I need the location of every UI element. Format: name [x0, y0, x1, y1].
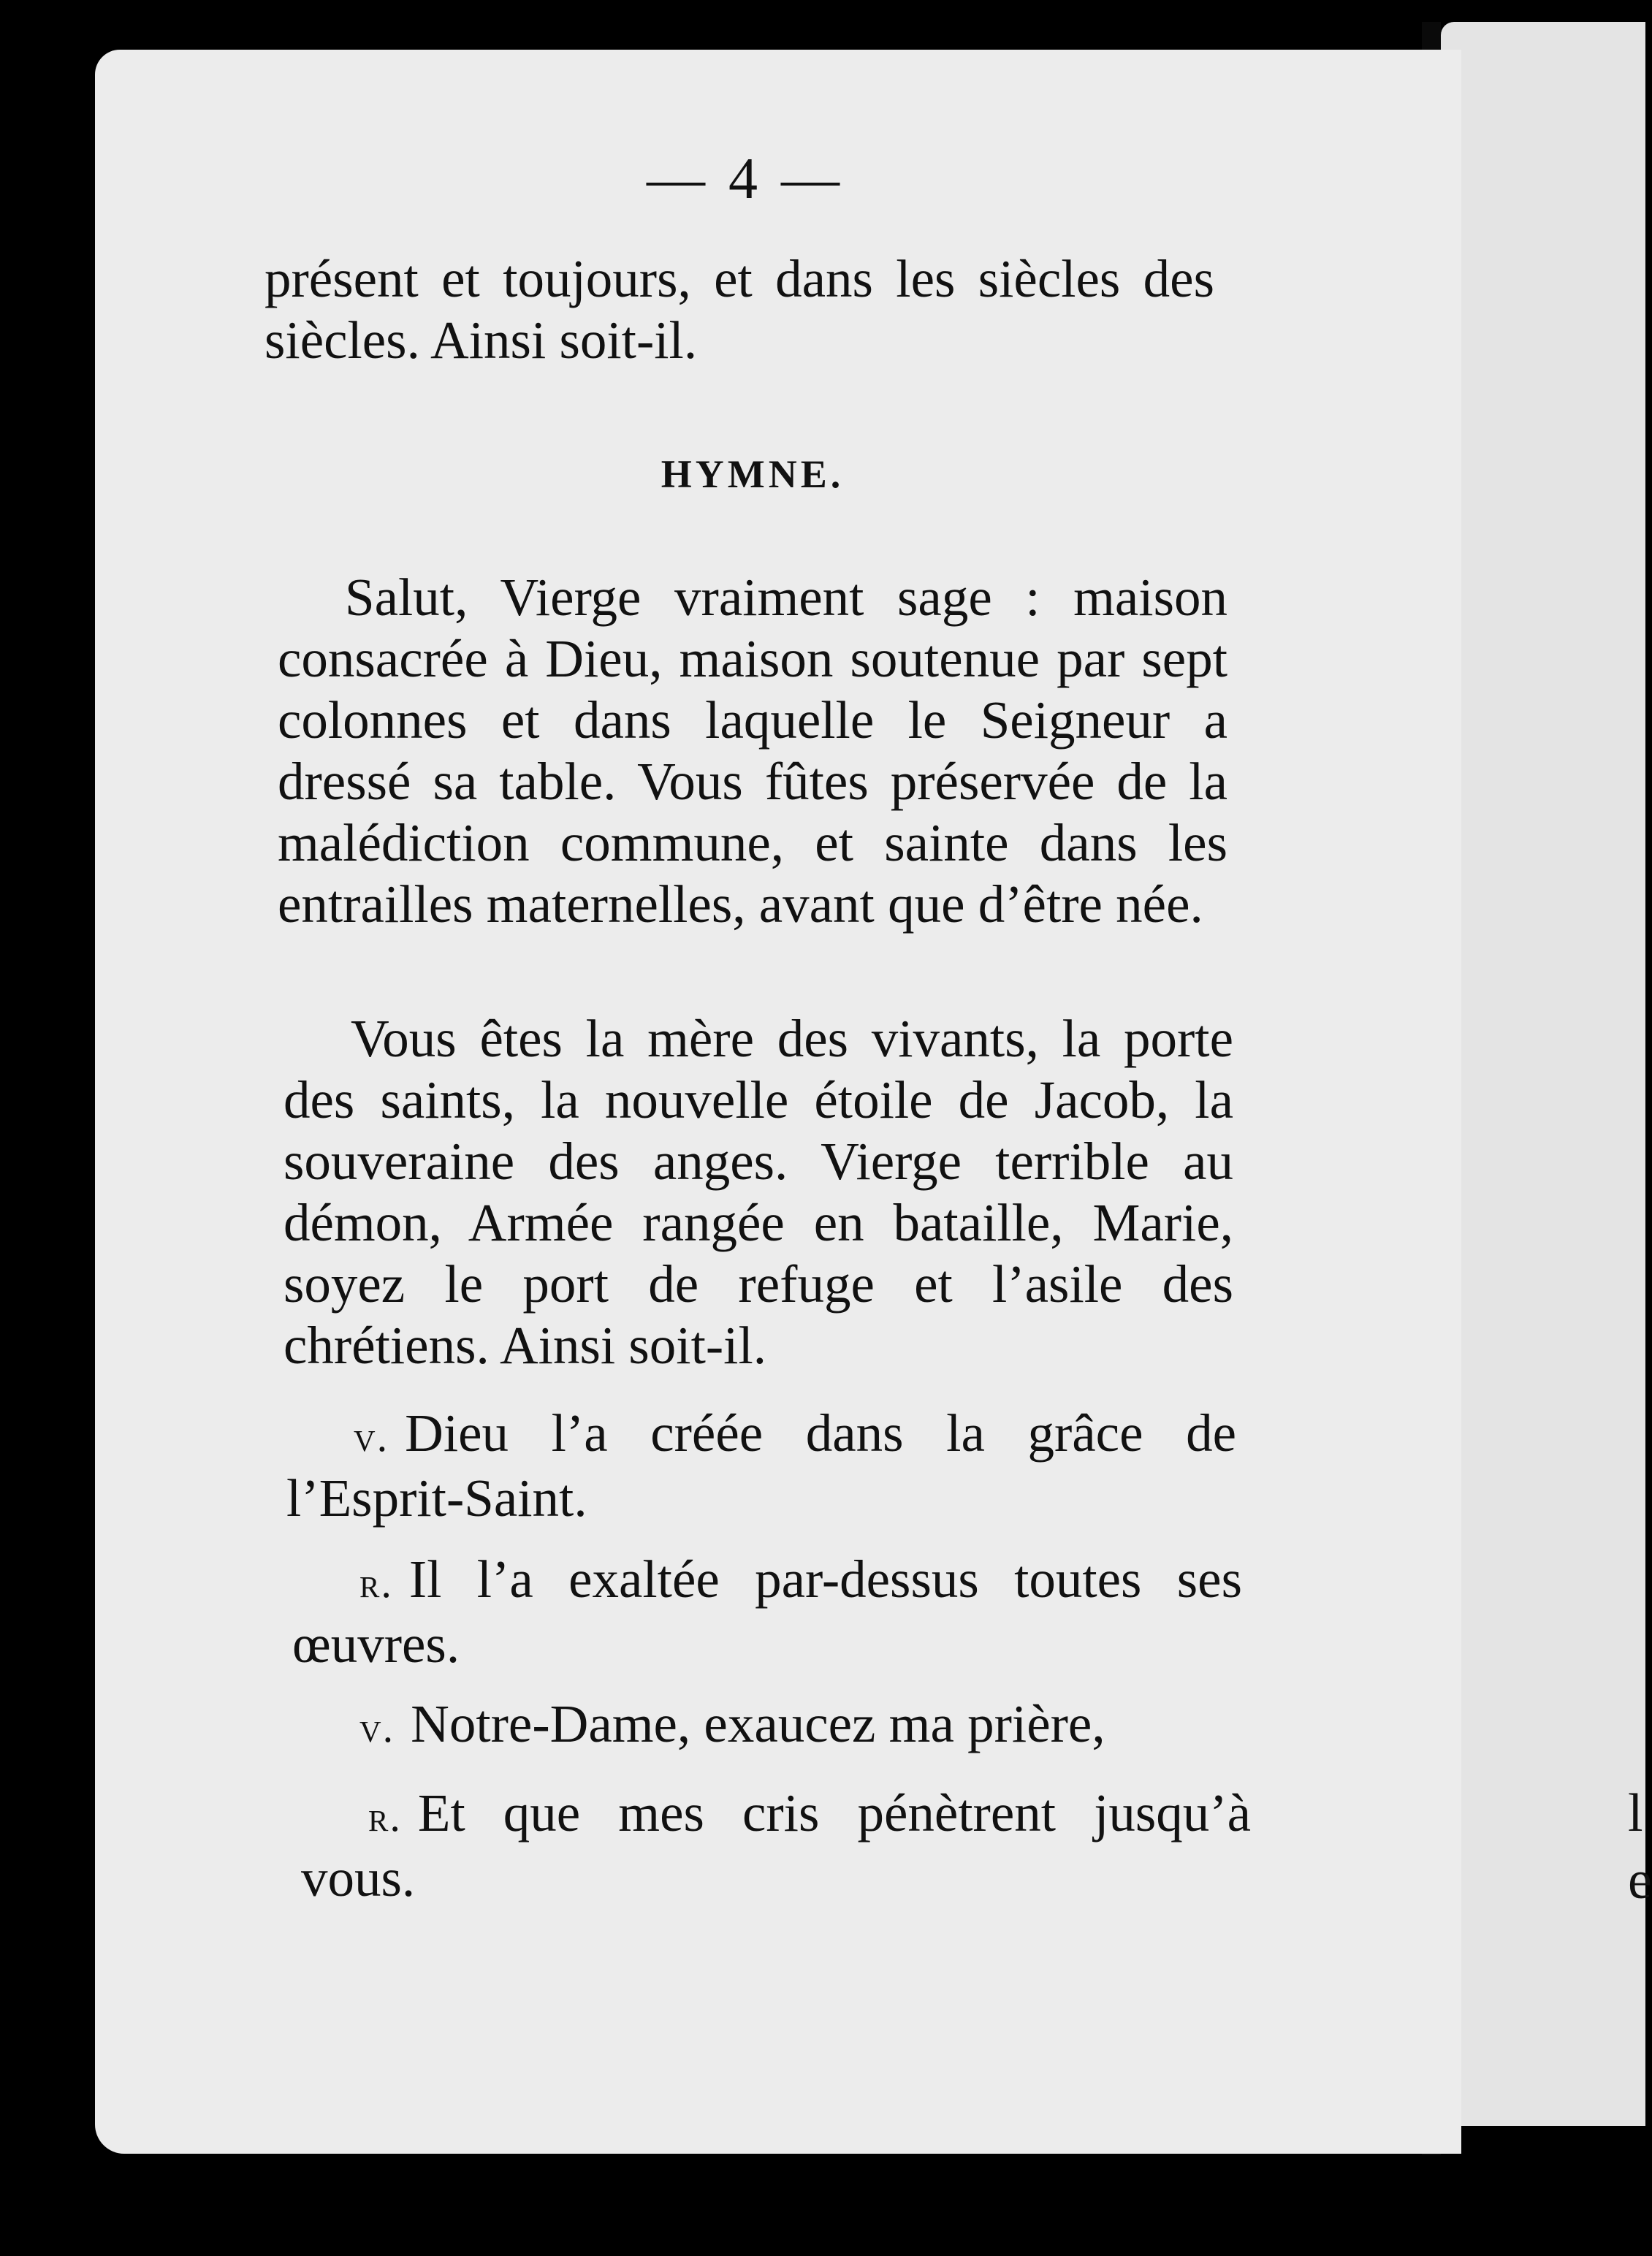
section-heading: HYMNE. [661, 452, 845, 496]
intro-text: présent et toujours, et dans les siècles des siècles. Ainsi soit-il. [264, 249, 1214, 370]
versicle-marker: v. [359, 1704, 395, 1751]
versicle-marker: v. [354, 1413, 389, 1460]
response-marker: r. [368, 1793, 402, 1840]
response [301, 1783, 1251, 1909]
response-text: Il l’a exaltée par-dessus toutes ses œuvres. [292, 1550, 1242, 1674]
versicle-text: Notre-Dame, exaucez ma prière, [411, 1694, 1105, 1753]
hymn-paragraph: Vous êtes la mère des vivants, la porte des saints, la nouvelle étoile de Jacob, la souveraine des anges. Vierge terrible au démon, Armée rangée en bataille, Marie, soyez le port de refuge et l’asile des chrétiens. Ainsi soit-il. [283, 1009, 1233, 1375]
next-page-fragment: e [1628, 1851, 1652, 1910]
next-page-fragment: l [1628, 1783, 1643, 1843]
versicle-text: Dieu l’a créée dans la grâce de l’Esprit-Saint. [286, 1403, 1236, 1528]
hymn-paragraph: Salut, Vierge vraiment sage : maison consacrée à Dieu, maison soutenue par sept colonnes et dans laquelle le Seigneur a dressé sa table. Vous fûtes préservée de la malédiction commune, et sainte dans les entrailles maternelles, avant que d’être née. [278, 568, 1227, 934]
response-marker: r. [359, 1559, 393, 1607]
versicle [286, 1403, 1236, 1529]
response-text: Et que mes cris pénètrent jusqu’à vous. [301, 1783, 1251, 1908]
versicle [292, 1693, 1242, 1758]
response [292, 1549, 1242, 1675]
page-number: — 4 — [647, 147, 844, 211]
next-page-edge [1441, 22, 1645, 2126]
